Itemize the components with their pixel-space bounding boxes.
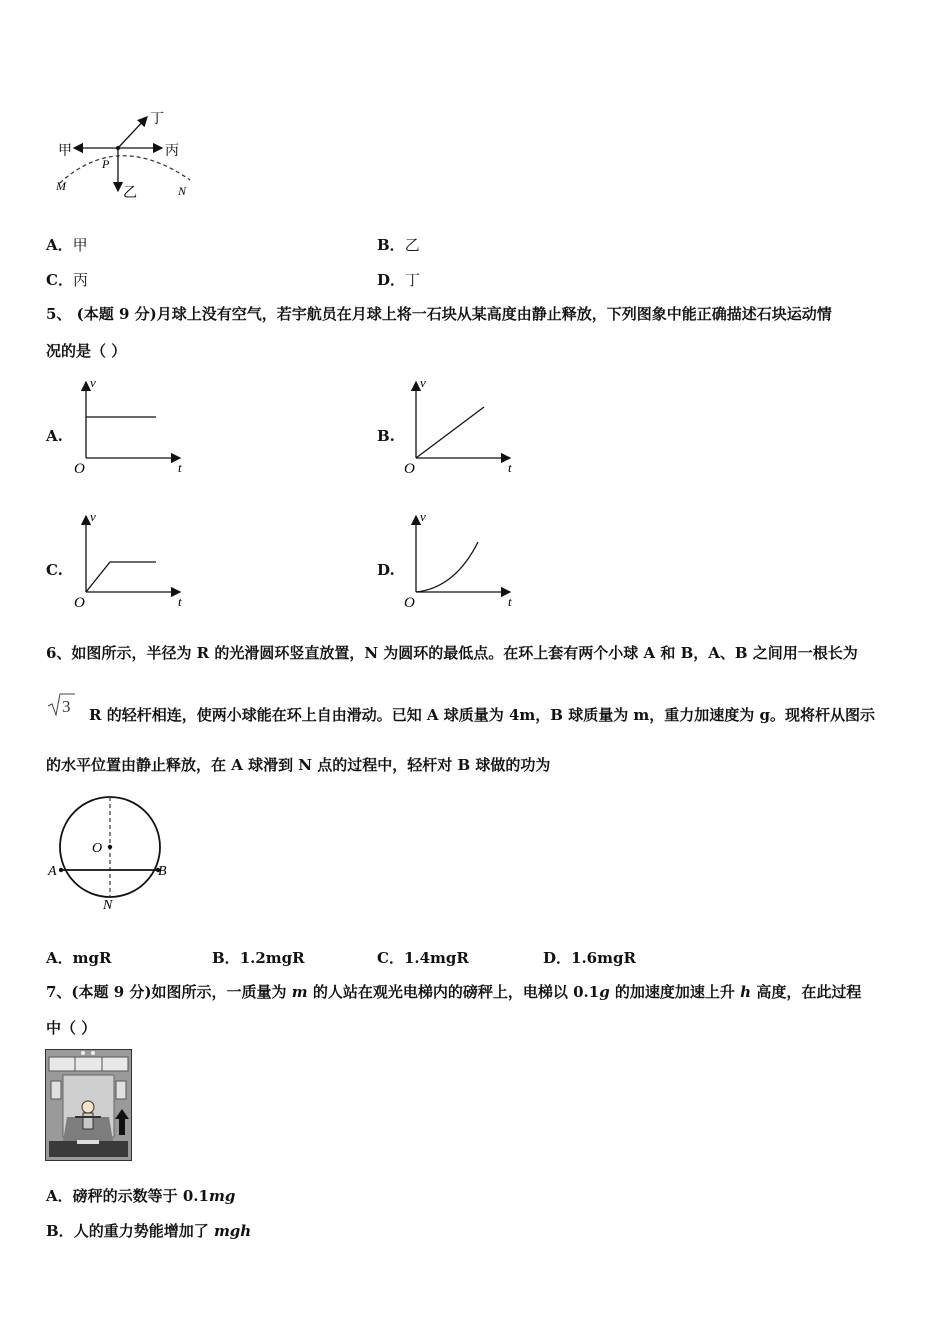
q5-graph-b (400, 372, 525, 477)
svg-text:t: t (178, 460, 182, 475)
q4-option-d: D．丁 (377, 271, 421, 289)
graph-b-line (416, 407, 484, 458)
q7-option-a: A．磅秤的示数等于 0.1mg (46, 1187, 236, 1205)
svg-text:v: v (90, 375, 96, 390)
q6-figure (44, 792, 179, 914)
svg-text:O: O (404, 595, 415, 611)
q6-option-a-text: mgR (72, 949, 112, 967)
q5-option-b-label: B. (377, 427, 395, 445)
q6-option-d: D．1.6mgR (543, 949, 636, 967)
svg-text:O: O (92, 841, 103, 856)
q6-stem-line2: R 的轻杆相连，使两小球能在环上自由滑动。已知 A 球质量为 4m，B 球质量为 m，重力加速度为 g。现将杆从图示 (89, 706, 876, 724)
svg-text:O: O (74, 461, 85, 477)
q5-option-c-label: C. (46, 561, 63, 579)
label-ding: 丁 (150, 112, 164, 127)
svg-text:O: O (404, 461, 415, 477)
q7-stem-line1: 7、(本题 9 分)如图所示，一质量为 m 的人站在观光电梯内的磅秤上，电梯以 0.1g 的加速度加速上升 h 高度，在此过程 (46, 983, 862, 1001)
q5-graph-a (70, 372, 195, 477)
trajectory-curve (60, 156, 190, 183)
svg-text:N: N (103, 898, 113, 913)
q4-option-b: B．乙 (377, 236, 420, 254)
q4-option-a: A．甲 (46, 236, 88, 254)
q4-figure (50, 105, 210, 205)
point-p (116, 146, 120, 150)
sqrt3-number: 3 (62, 697, 71, 716)
q5-graph-d (400, 506, 525, 611)
ball-a (59, 868, 63, 872)
svg-text:v: v (90, 509, 96, 524)
elevator-picture (45, 1049, 132, 1161)
q7-option-b: B．人的重力势能增加了 mgh (46, 1222, 252, 1240)
svg-text:v: v (420, 375, 426, 390)
q4-option-a-text: 甲 (72, 236, 88, 254)
q6-option-d-text: 1.6mgR (571, 949, 636, 967)
q5-stem-line2: 况的是（ ） (46, 342, 127, 360)
q6-option-c-text: 1.4mgR (403, 949, 469, 967)
svg-text:O: O (74, 595, 85, 611)
label-yi: 乙 (123, 186, 137, 201)
q6-stem-line3: 的水平位置由静止释放，在 A 球滑到 N 点的过程中，轻杆对 B 球做的功为 (46, 756, 551, 774)
sqrt3-symbol (46, 690, 76, 720)
svg-text:t: t (508, 594, 512, 609)
q6-option-b: B．1.2mgR (212, 949, 305, 967)
q6-option-b-text: 1.2mgR (239, 949, 305, 967)
center-o (108, 845, 112, 849)
svg-text:t: t (508, 460, 512, 475)
svg-text:t: t (178, 594, 182, 609)
q5-option-a-label: A. (46, 427, 63, 445)
label-m: M (56, 179, 66, 193)
label-n: N (178, 184, 187, 198)
q4-option-b-text: 乙 (404, 236, 420, 254)
q4-option-d-text: 丁 (405, 271, 421, 289)
graph-d-curve (416, 542, 478, 592)
label-jia: 甲 (58, 144, 72, 159)
q6-stem-line1: 6、如图所示，半径为 R 的光滑圆环竖直放置，N 为圆环的最低点。在环上套有两个小球 A 和 B，A、B 之间用一根长为 (46, 644, 858, 662)
q5-stem-line1: 5、 (本题 9 分)月球上没有空气，若宇航员在月球上将一石块从某高度由静止释放，下列图象中能正确描述石块运动情 (46, 305, 832, 323)
q4-option-c-text: 丙 (72, 271, 88, 289)
q5-option-d-label: D. (377, 561, 395, 579)
q6-option-c: C．1.4mgR (377, 949, 469, 967)
svg-text:B: B (158, 864, 167, 879)
svg-text:v: v (420, 509, 426, 524)
label-bing: 丙 (165, 144, 179, 159)
label-p: P (102, 157, 110, 171)
q5-graph-c (70, 506, 195, 611)
svg-text:A: A (48, 864, 57, 879)
q7-stem-line2: 中（ ） (46, 1019, 97, 1037)
arrow-ding (118, 117, 147, 148)
q6-option-a: A．mgR (46, 949, 112, 967)
q4-option-c: C．丙 (46, 271, 88, 289)
graph-c-line (86, 562, 156, 592)
